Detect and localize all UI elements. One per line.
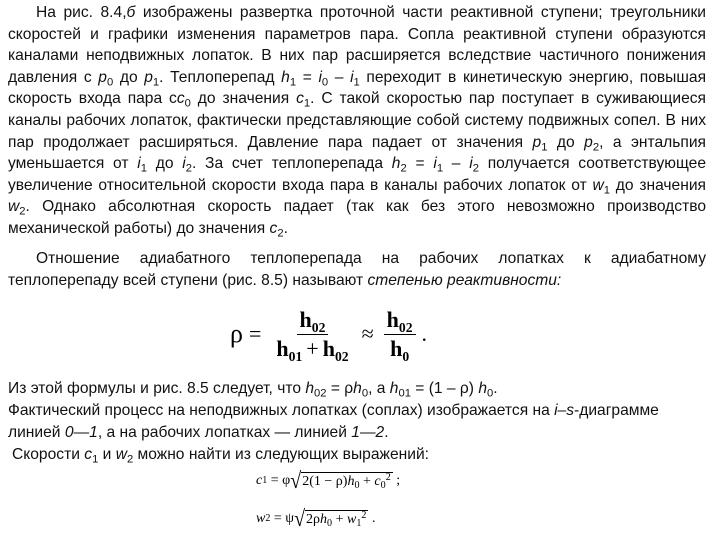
line-actual-process: Фактический процесс на неподвижных лопатках (соплах) изображается на i–s-диаграмме [8, 402, 659, 419]
line-process-lines: линией 0—1, а на рабочих лопатках — линией 1—2. [8, 424, 389, 441]
line-formula-consequence: Из этой формулы и рис. 8.5 следует, что $h_{02} = \rho h_0$, а $h_{01} = (1 - \rho)$ $h_0$. [8, 380, 498, 400]
square-root: √ $2\rho h_0 + w_1^2$ [294, 506, 367, 532]
velocity-c1-formula: c 1 = φ √ $2(1 - \rho)h_0 + c_0^2$ ; [256, 468, 401, 494]
square-root: √ $2(1 - \rho)h_0 + c_0^2$ [290, 468, 391, 494]
velocity-w2-formula: w 2 = ψ √ $2\rho h_0 + w_1^2$ . [256, 506, 376, 532]
line-velocities-intro: Скорости $c_1$ и $w_2$ можно найти из следующих выражений: [12, 446, 429, 466]
fraction-exact: $\frac{h_{02}}{h_{01} + h_{02}}$ [276, 306, 349, 364]
term-degree-of-reaction: степенью реактивности: [367, 271, 562, 289]
paragraph-degree-of-reaction: Отношение адиабатного теплоперепада на рабочих лопатках к адиабатному теплоперепаду всей ступени (рис. 8.5) называют степенью реактивности: [8, 250, 706, 289]
rho-symbol: ρ [230, 319, 243, 348]
degree-of-reaction-formula: ρ = $\frac{h_{02}}{h_{01} + h_{02}}$ ≈ $\frac{h_{02}}{h_0}$ . [230, 306, 428, 364]
fraction-approx: $\frac{h_{02}}{h_0}$ [384, 308, 416, 361]
paragraph-reactive-stage-description: На рис. 8.4,б изображены развертка проточной части реактивной ступени; треугольники скоростей и графики изменения параметров пара. Сопла реактивной ступени образуются каналами неподвижных лопаток. В них пар расширяется вследствие частичного понижения давления с $p_0$ до $p_1$. Теплоперепад $h_1 = i_0 - i_1$ переходит в кинетическую энергию, повышая скорость входа пара $сc_0$ до значения $c_1$. С такой скоростью пар поступает в суживающиеся каналы рабочих лопаток, фактически представляющие собой систему подвижных сопел. В них пар продолжает расширяться. Давление пара падает от значения $p_1$ до $p_2$, а энтальпия уменьшается от $i_1$ до $i_2$. За счет теплоперепада $h_2 = i_1 - i_2$ получается соответствующее увеличение относительной скорости входа пара в каналы рабочих лопаток от $w_1$ до значения $w_2$. Однако абсолютная скорость падает (так как без этого невозможно производство механической работы) до значения $c_2$. [8, 4, 707, 240]
